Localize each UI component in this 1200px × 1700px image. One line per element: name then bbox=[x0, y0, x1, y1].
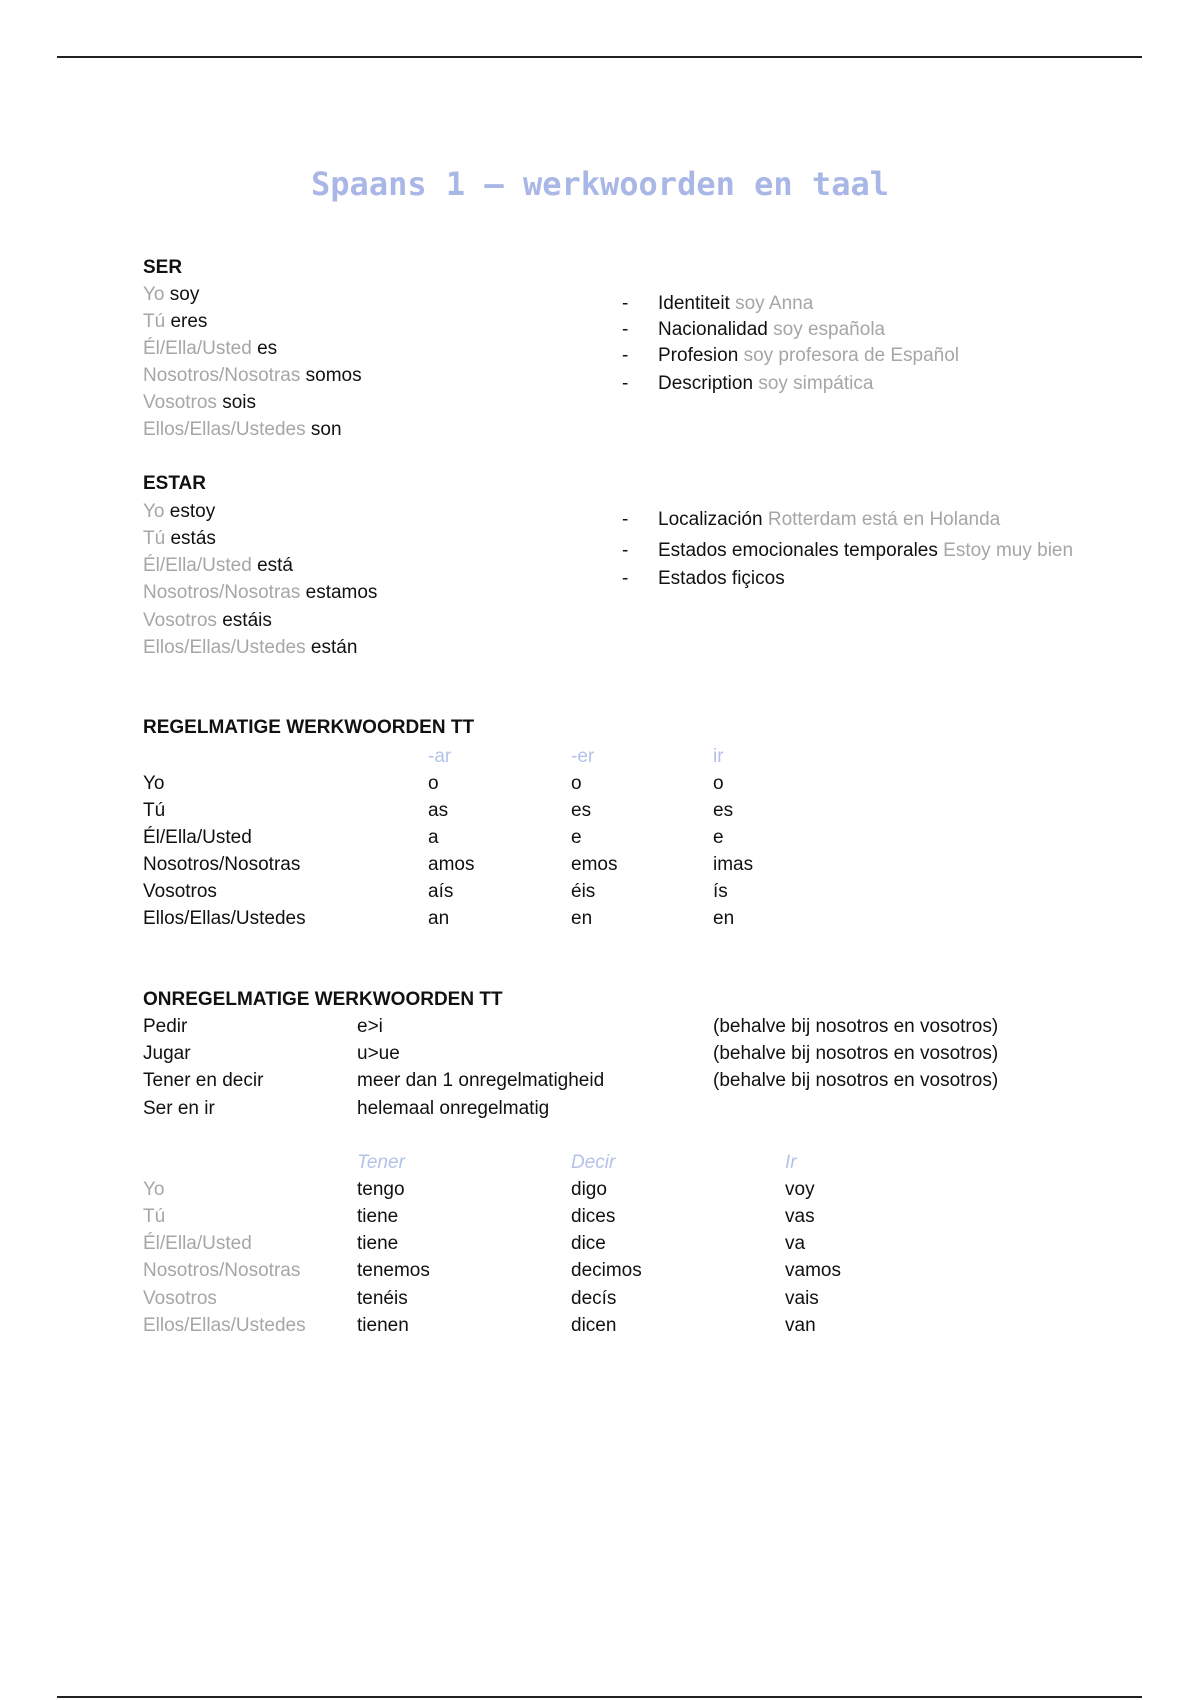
estar-heading: ESTAR bbox=[143, 473, 206, 494]
regular-ending: imas bbox=[713, 854, 754, 875]
irregular-form: voy bbox=[785, 1179, 815, 1200]
bullet-dash: - bbox=[622, 345, 629, 366]
irregular-form: tengo bbox=[357, 1179, 405, 1200]
irregular-col-header: Ir bbox=[785, 1152, 797, 1173]
regular-col-header: -ar bbox=[428, 746, 452, 767]
irregular-verb: Jugar bbox=[143, 1043, 191, 1064]
irregular-pronoun: Tú bbox=[143, 1206, 166, 1227]
regular-ending: es bbox=[571, 800, 592, 821]
irregular-form: dices bbox=[571, 1206, 616, 1227]
ser-use: Profesion soy profesora de Español bbox=[658, 345, 960, 366]
ser-use: Description soy simpática bbox=[658, 373, 874, 394]
top-rule bbox=[57, 56, 1142, 58]
ser-row: Vosotros sois bbox=[143, 392, 257, 413]
irregular-verb: Ser en ir bbox=[143, 1098, 215, 1119]
irregular-pronoun: Vosotros bbox=[143, 1288, 217, 1309]
irregular-note: (behalve bij nosotros en vosotros) bbox=[713, 1070, 999, 1091]
ser-row: Yo soy bbox=[143, 284, 200, 305]
regular-pronoun: Él/Ella/Usted bbox=[143, 827, 252, 848]
regular-ending: e bbox=[571, 827, 582, 848]
irregular-form: van bbox=[785, 1315, 816, 1336]
regular-pronoun: Tú bbox=[143, 800, 166, 821]
ser-use: Identiteit soy Anna bbox=[658, 293, 814, 314]
bottom-rule bbox=[57, 1696, 1142, 1698]
irregular-col-header: Tener bbox=[357, 1152, 405, 1173]
estar-use: Localización Rotterdam está en Holanda bbox=[658, 509, 1001, 530]
irregular-change: e>i bbox=[357, 1016, 383, 1037]
irregular-form: va bbox=[785, 1233, 806, 1254]
irregular-form: decís bbox=[571, 1288, 617, 1309]
regular-ending: es bbox=[713, 800, 734, 821]
ser-row: Nosotros/Nosotras somos bbox=[143, 365, 362, 386]
estar-row: Nosotros/Nosotras estamos bbox=[143, 582, 378, 603]
irregular-form: digo bbox=[571, 1179, 607, 1200]
regular-ending: amos bbox=[428, 854, 475, 875]
irregular-form: vamos bbox=[785, 1260, 841, 1281]
estar-use: Estados fiçicos bbox=[658, 568, 785, 589]
bullet-dash: - bbox=[622, 568, 629, 589]
estar-row: Tú estás bbox=[143, 528, 216, 549]
estar-row: Él/Ella/Usted está bbox=[143, 555, 293, 576]
regular-ending: aís bbox=[428, 881, 454, 902]
irregular-pronoun: Nosotros/Nosotras bbox=[143, 1260, 301, 1281]
regular-ending: en bbox=[713, 908, 735, 929]
irregular-form: tienen bbox=[357, 1315, 409, 1336]
regular-ending: ís bbox=[713, 881, 728, 902]
irregular-note: (behalve bij nosotros en vosotros) bbox=[713, 1043, 999, 1064]
estar-row: Ellos/Ellas/Ustedes están bbox=[143, 637, 358, 658]
ser-row: Ellos/Ellas/Ustedes son bbox=[143, 419, 342, 440]
irregular-col-header: Decir bbox=[571, 1152, 616, 1173]
bullet-dash: - bbox=[622, 373, 629, 394]
bullet-dash: - bbox=[622, 540, 629, 561]
irregular-form: tenemos bbox=[357, 1260, 430, 1281]
irregular-form: tiene bbox=[357, 1233, 399, 1254]
irregular-verb: Pedir bbox=[143, 1016, 188, 1037]
estar-row: Yo estoy bbox=[143, 501, 216, 522]
irregular-form: vas bbox=[785, 1206, 815, 1227]
regular-ending: o bbox=[571, 773, 582, 794]
regular-ending: as bbox=[428, 800, 449, 821]
page-title: Spaans 1 – werkwoorden en taal bbox=[311, 165, 889, 203]
irregular-change: helemaal onregelmatig bbox=[357, 1098, 550, 1119]
irregular-pronoun: Ellos/Ellas/Ustedes bbox=[143, 1315, 306, 1336]
regular-ending: a bbox=[428, 827, 439, 848]
estar-row: Vosotros estáis bbox=[143, 610, 272, 631]
irregular-pronoun: Yo bbox=[143, 1179, 165, 1200]
ser-row: Tú eres bbox=[143, 311, 208, 332]
regular-ending: o bbox=[428, 773, 439, 794]
irregular-form: tenéis bbox=[357, 1288, 408, 1309]
irregular-form: decimos bbox=[571, 1260, 642, 1281]
regular-ending: e bbox=[713, 827, 724, 848]
regular-pronoun: Vosotros bbox=[143, 881, 217, 902]
regular-ending: emos bbox=[571, 854, 618, 875]
ser-row: Él/Ella/Usted es bbox=[143, 338, 278, 359]
bullet-dash: - bbox=[622, 509, 629, 530]
regular-ending: an bbox=[428, 908, 450, 929]
regular-pronoun: Yo bbox=[143, 773, 165, 794]
irregular-change: u>ue bbox=[357, 1043, 400, 1064]
bullet-dash: - bbox=[622, 293, 629, 314]
irregular-heading: ONREGELMATIGE WERKWOORDEN TT bbox=[143, 989, 503, 1010]
regular-col-header: -er bbox=[571, 746, 595, 767]
irregular-change: meer dan 1 onregelmatigheid bbox=[357, 1070, 605, 1091]
regular-col-header: ir bbox=[713, 746, 724, 767]
estar-use: Estados emocionales temporales Estoy muy bien bbox=[658, 540, 1074, 561]
irregular-note: (behalve bij nosotros en vosotros) bbox=[713, 1016, 999, 1037]
regular-pronoun: Nosotros/Nosotras bbox=[143, 854, 301, 875]
ser-use: Nacionalidad soy española bbox=[658, 319, 886, 340]
regular-ending: en bbox=[571, 908, 593, 929]
irregular-verb: Tener en decir bbox=[143, 1070, 264, 1091]
irregular-form: dice bbox=[571, 1233, 606, 1254]
ser-heading: SER bbox=[143, 257, 183, 278]
regular-heading: REGELMATIGE WERKWOORDEN TT bbox=[143, 717, 475, 738]
irregular-form: vais bbox=[785, 1288, 819, 1309]
irregular-form: dicen bbox=[571, 1315, 617, 1336]
regular-ending: éis bbox=[571, 881, 596, 902]
irregular-form: tiene bbox=[357, 1206, 399, 1227]
irregular-pronoun: Él/Ella/Usted bbox=[143, 1233, 252, 1254]
regular-ending: o bbox=[713, 773, 724, 794]
bullet-dash: - bbox=[622, 319, 629, 340]
regular-pronoun: Ellos/Ellas/Ustedes bbox=[143, 908, 306, 929]
